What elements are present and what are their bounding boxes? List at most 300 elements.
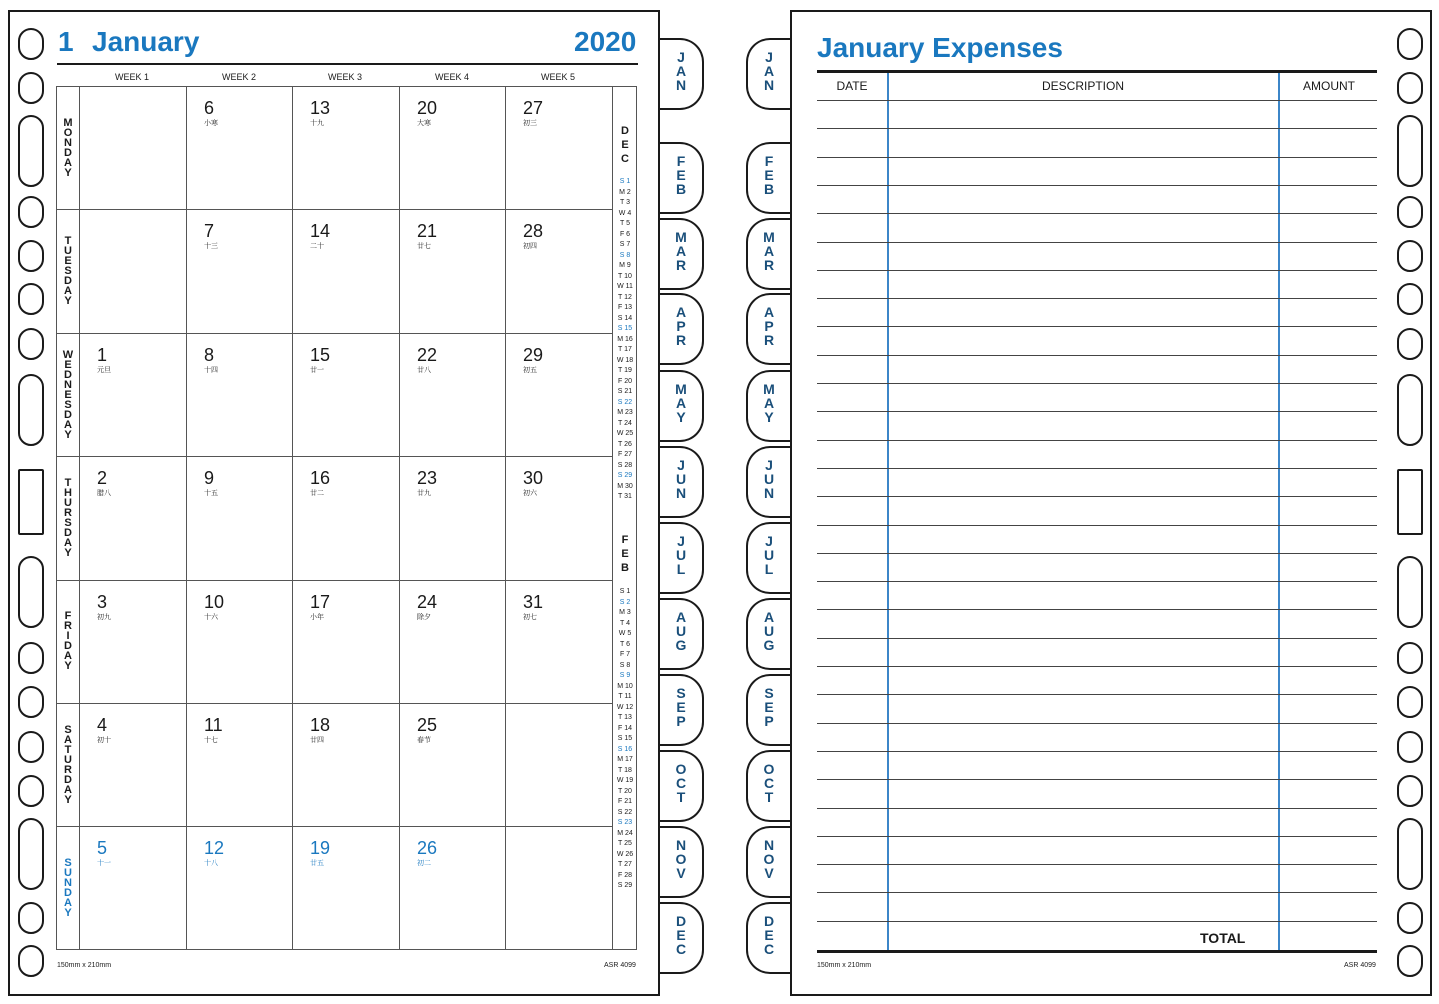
day-number: 11 — [204, 715, 223, 735]
expense-row-line — [817, 609, 1377, 610]
binder-hole — [1397, 902, 1423, 934]
tab-label: J U L — [675, 533, 687, 577]
day-cell — [417, 592, 477, 622]
expense-row-line — [817, 892, 1377, 893]
tab-label: J U N — [675, 457, 687, 501]
binder-hole — [18, 556, 44, 628]
mini-day: S 15 — [617, 735, 633, 742]
mini-month-prev — [614, 177, 636, 503]
day-cell — [417, 468, 477, 498]
mini-day: F 13 — [617, 304, 632, 311]
lunar-date: 十八 — [204, 860, 218, 867]
lunar-date: 二十 — [310, 243, 324, 250]
expense-row-line — [817, 355, 1377, 356]
lunar-date: 廿五 — [310, 860, 324, 867]
binder-hole — [18, 72, 44, 104]
day-cell — [523, 468, 583, 498]
mini-day: F 6 — [619, 230, 631, 238]
binder-hole — [1397, 196, 1423, 228]
day-cell — [204, 592, 264, 622]
day-number: 15 — [310, 345, 331, 365]
lunar-date: 十九 — [310, 120, 324, 127]
day-cell — [523, 98, 583, 128]
day-cell — [97, 592, 157, 622]
mini-day: W 11 — [617, 283, 633, 290]
mini-day: M 3 — [619, 609, 631, 616]
mini-day: S 8 — [619, 661, 631, 669]
grid-column-line — [186, 86, 187, 950]
mini-day: F 20 — [617, 377, 632, 385]
tab-label: M A Y — [763, 381, 775, 425]
day-number: 10 — [204, 592, 225, 612]
expense-row-line — [817, 213, 1377, 214]
day-number: 3 — [97, 592, 108, 612]
expense-row-line — [817, 666, 1377, 667]
binder-hole — [18, 945, 44, 977]
month-tab-right-nov[interactable] — [746, 826, 790, 898]
day-number: 26 — [417, 838, 438, 858]
mini-month-next-label: F E B — [621, 534, 629, 574]
mini-day: W 5 — [618, 630, 632, 637]
month-tab-left-apr[interactable] — [660, 293, 704, 365]
expenses-bottom-rule — [817, 950, 1377, 953]
mini-day: S 28 — [617, 461, 633, 469]
mini-day: W 19 — [616, 777, 634, 784]
lunar-date: 廿四 — [310, 737, 324, 744]
binder-hole — [18, 731, 44, 763]
binder-hole — [1397, 818, 1423, 890]
lunar-date: 大寒 — [417, 120, 431, 127]
day-cell — [310, 221, 370, 251]
expense-row-line — [817, 242, 1377, 243]
day-number: 2 — [97, 468, 108, 488]
day-cell — [97, 468, 157, 498]
mini-day: T 5 — [620, 220, 630, 227]
lunar-date: 小寒 — [204, 120, 218, 127]
day-number: 18 — [310, 715, 331, 735]
mini-day: S 21 — [617, 388, 633, 395]
mini-day: T 26 — [618, 440, 632, 448]
day-number: 31 — [523, 592, 544, 612]
mini-day: F 21 — [617, 798, 632, 805]
binder-hole — [1397, 328, 1423, 360]
lunar-date: 初九 — [97, 614, 111, 621]
tab-label: A P R — [675, 304, 687, 348]
mini-day: T 25 — [618, 840, 632, 847]
day-name-label: T H U R S D A Y — [64, 477, 72, 559]
day-name-label: S A T U R D A Y — [64, 724, 72, 806]
day-cell — [523, 345, 583, 375]
mini-day: S 8 — [619, 251, 631, 259]
grid-column-line — [612, 86, 613, 950]
expense-row-line — [817, 496, 1377, 497]
expense-row-line — [817, 468, 1377, 469]
binder-hole — [18, 328, 44, 360]
lunar-date: 初二 — [417, 860, 431, 867]
day-number: 24 — [417, 592, 438, 612]
day-cell — [417, 715, 477, 745]
binder-hole — [18, 374, 44, 446]
tab-label: J A N — [763, 49, 775, 93]
mini-month-prev-label: D E C — [621, 125, 629, 165]
day-cell — [417, 221, 477, 251]
month-tab-left-jan[interactable] — [660, 38, 704, 110]
tab-label: N O V — [763, 837, 775, 881]
binder-hole — [18, 115, 44, 187]
day-cell — [204, 98, 264, 128]
tab-label: M A Y — [675, 381, 687, 425]
day-name-label: T U E S D A Y — [64, 235, 72, 307]
month-tab-left-feb[interactable] — [660, 142, 704, 214]
mini-day: S 22 — [617, 398, 633, 406]
expense-row-line — [817, 864, 1377, 865]
date-column-divider — [887, 73, 889, 950]
expense-row-line — [817, 694, 1377, 695]
mini-day: M 2 — [619, 188, 631, 196]
day-cell — [310, 592, 370, 622]
month-tab-right-feb[interactable] — [746, 142, 790, 214]
binder-hole — [18, 686, 44, 718]
tab-label: M A R — [763, 229, 775, 273]
tab-label: A U G — [675, 609, 687, 653]
grid-row-line — [56, 703, 613, 704]
day-number: 28 — [523, 221, 544, 241]
tab-label: A U G — [763, 609, 775, 653]
mini-day: T 6 — [620, 640, 630, 648]
mini-day: S 23 — [617, 819, 633, 826]
page-size-note: 150mm x 210mm — [817, 962, 872, 969]
expense-row-line — [817, 326, 1377, 327]
mini-day: T 20 — [618, 787, 632, 795]
lunar-date: 廿九 — [417, 490, 431, 497]
day-cell — [310, 98, 370, 128]
mini-day: T 11 — [618, 693, 632, 700]
day-cell — [417, 838, 477, 868]
day-number: 23 — [417, 468, 438, 488]
day-cell — [310, 838, 370, 868]
expense-row-line — [817, 383, 1377, 384]
tab-label: O C T — [675, 761, 687, 805]
lunar-date: 元旦 — [97, 367, 111, 374]
mini-day: F 7 — [619, 651, 631, 658]
mini-day: S 15 — [617, 325, 633, 332]
lunar-date: 十五 — [204, 490, 218, 497]
mini-day: F 14 — [617, 724, 632, 732]
day-cell — [97, 715, 157, 745]
binder-hole — [18, 283, 44, 315]
day-number: 25 — [417, 715, 438, 735]
expense-row-line — [817, 298, 1377, 299]
expenses-top-rule — [817, 70, 1377, 73]
day-name-label: F R I D A Y — [64, 610, 72, 672]
grid-column-line — [79, 86, 80, 950]
expense-row-line — [817, 185, 1377, 186]
week-header: WEEK 2 — [221, 72, 256, 82]
week-header: WEEK 4 — [434, 72, 469, 82]
day-name-label: S U N D A Y — [64, 857, 72, 919]
month-tab-right-apr[interactable] — [746, 293, 790, 365]
month-tab-left-dec[interactable] — [660, 902, 704, 974]
total-label: TOTAL — [1200, 930, 1246, 946]
mini-day: S 7 — [619, 241, 631, 248]
mini-day: M 24 — [617, 829, 633, 837]
date-column-header: DATE — [836, 79, 868, 93]
mini-day: M 23 — [617, 409, 633, 416]
month-tab-right-mar[interactable] — [746, 218, 790, 290]
binder-hole — [1397, 374, 1423, 446]
day-number: 14 — [310, 221, 331, 241]
page-size-note: 150mm x 210mm — [57, 962, 112, 969]
tab-label: A P R — [763, 304, 775, 348]
binder-hole — [1397, 556, 1423, 628]
expense-row-line — [817, 581, 1377, 582]
expense-row-line — [817, 157, 1377, 158]
day-number: 12 — [204, 838, 225, 858]
binder-hole — [18, 28, 44, 60]
mini-day: M 30 — [617, 482, 633, 490]
mini-day: T 19 — [618, 367, 632, 374]
day-number: 5 — [97, 838, 108, 858]
day-number: 16 — [310, 468, 331, 488]
month-tab-right-sep[interactable] — [746, 674, 790, 746]
binder-hole — [18, 818, 44, 890]
month-tab-right-aug[interactable] — [746, 598, 790, 670]
tab-label: F E B — [675, 153, 687, 197]
expense-row-line — [817, 836, 1377, 837]
week-header: WEEK 5 — [540, 72, 575, 82]
mini-day: T 18 — [618, 766, 632, 774]
month-tab-right-dec[interactable] — [746, 902, 790, 974]
day-number: 22 — [417, 345, 438, 365]
product-code: ASR 4099 — [604, 962, 636, 969]
binder-hole — [1397, 775, 1423, 807]
calendar-grid — [56, 86, 637, 950]
lunar-date: 十七 — [204, 737, 218, 744]
mini-day: T 10 — [618, 272, 632, 280]
mini-day: S 22 — [617, 808, 633, 816]
day-cell — [97, 838, 157, 868]
grid-column-line — [505, 86, 506, 950]
expense-row-line — [817, 779, 1377, 780]
year-label: 2020 — [574, 26, 637, 57]
month-tab-left-sep[interactable] — [660, 674, 704, 746]
mini-day: S 9 — [619, 672, 631, 679]
tab-label: N O V — [675, 837, 687, 881]
lunar-date: 廿七 — [417, 243, 431, 250]
day-number: 1 — [97, 345, 108, 365]
lunar-date: 初六 — [523, 490, 537, 497]
day-name-label: W E D N E S D A Y — [62, 349, 74, 441]
mini-day: M 9 — [619, 262, 631, 269]
mini-day: W 12 — [616, 703, 634, 711]
tab-label: J U L — [763, 533, 775, 577]
month-tab-right-oct[interactable] — [746, 750, 790, 822]
grid-column-line — [292, 86, 293, 950]
expense-row-line — [817, 525, 1377, 526]
day-cell — [204, 221, 264, 251]
lunar-date: 十六 — [204, 614, 218, 621]
day-number: 6 — [204, 98, 215, 118]
binder-hole — [1397, 686, 1423, 718]
product-code: ASR 4099 — [1344, 962, 1376, 969]
day-cell — [204, 715, 264, 745]
binder-hole — [18, 196, 44, 228]
expense-row-line — [817, 128, 1377, 129]
month-tab-left-may[interactable] — [660, 370, 704, 442]
day-cell — [204, 468, 264, 498]
expense-row-line — [817, 723, 1377, 724]
mini-day: W 18 — [616, 356, 634, 364]
month-tab-left-jul[interactable] — [660, 522, 704, 594]
binder-hole — [1397, 240, 1423, 272]
mini-day: S 14 — [617, 314, 633, 322]
amount-column-divider — [1278, 73, 1280, 950]
day-number: 9 — [204, 468, 215, 488]
day-cell — [204, 838, 264, 868]
lunar-date: 十四 — [204, 367, 218, 374]
lunar-date: 初四 — [523, 243, 537, 250]
mini-day: M 16 — [617, 335, 633, 343]
day-cell — [97, 345, 157, 375]
tab-label: D E C — [763, 913, 775, 957]
day-cell — [310, 468, 370, 498]
month-tab-left-aug[interactable] — [660, 598, 704, 670]
month-number: 1 — [58, 26, 74, 57]
month-tab-right-jul[interactable] — [746, 522, 790, 594]
mini-day: S 1 — [619, 588, 631, 595]
month-tab-right-may[interactable] — [746, 370, 790, 442]
lunar-date: 初三 — [523, 120, 537, 127]
lunar-date: 初十 — [97, 737, 111, 744]
day-number: 19 — [310, 838, 331, 858]
mini-day: W 26 — [616, 850, 634, 858]
lunar-date: 除夕 — [417, 614, 431, 621]
lunar-date: 廿八 — [417, 367, 431, 374]
mini-month-next — [614, 587, 636, 892]
day-name-label: M O N D A Y — [63, 117, 73, 179]
lunar-date: 初五 — [523, 367, 537, 374]
day-cell — [523, 592, 583, 622]
month-tab-left-mar[interactable] — [660, 218, 704, 290]
expense-row-line — [817, 100, 1377, 101]
expense-row-line — [817, 921, 1377, 922]
mini-day: M 10 — [617, 682, 633, 690]
day-cell — [204, 345, 264, 375]
binder-hole — [1397, 115, 1423, 187]
tab-label: S E P — [764, 685, 774, 729]
binder-hole — [1397, 283, 1423, 315]
mini-day: S 29 — [617, 472, 633, 479]
binder-hole — [1397, 72, 1423, 104]
day-number: 21 — [417, 221, 438, 241]
expense-row-line — [817, 808, 1377, 809]
month-tab-left-oct[interactable] — [660, 750, 704, 822]
grid-row-line — [56, 456, 613, 457]
mini-day: M 17 — [617, 756, 633, 763]
day-cell — [417, 345, 477, 375]
binder-hole — [18, 642, 44, 674]
lunar-date: 廿二 — [310, 490, 324, 497]
lunar-date: 十一 — [97, 860, 111, 867]
mini-day: F 28 — [617, 871, 632, 879]
day-cell — [523, 221, 583, 251]
grid-row-line — [56, 209, 613, 210]
day-number: 29 — [523, 345, 544, 365]
day-cell — [310, 345, 370, 375]
binder-hole — [1397, 642, 1423, 674]
mini-day: W 4 — [618, 209, 632, 217]
month-title: January — [92, 26, 200, 57]
day-cell — [310, 715, 370, 745]
binder-hole — [1397, 469, 1423, 535]
tab-label: J A N — [675, 49, 687, 93]
binder-hole — [1397, 28, 1423, 60]
binder-hole — [18, 775, 44, 807]
tab-label: D E C — [675, 913, 687, 957]
day-number: 8 — [204, 345, 215, 365]
mini-day: T 3 — [620, 199, 630, 206]
day-number: 20 — [417, 98, 438, 118]
title-divider — [57, 63, 638, 65]
mini-day: S 16 — [617, 745, 633, 753]
tab-label: J U N — [763, 457, 775, 501]
lunar-date: 腊八 — [97, 490, 111, 497]
amount-column-header: AMOUNT — [1303, 79, 1355, 93]
mini-day: T 27 — [618, 861, 632, 868]
expense-row-line — [817, 411, 1377, 412]
day-number: 30 — [523, 468, 544, 488]
expense-row-line — [817, 638, 1377, 639]
day-number: 7 — [204, 221, 215, 241]
binder-hole — [18, 902, 44, 934]
lunar-date: 廿一 — [310, 367, 324, 374]
day-cell — [417, 98, 477, 128]
expenses-title: January Expenses — [817, 32, 1063, 63]
mini-day: S 29 — [617, 882, 633, 889]
grid-row-line — [56, 580, 613, 581]
day-number: 27 — [523, 98, 544, 118]
expense-row-line — [817, 270, 1377, 271]
binder-hole — [1397, 945, 1423, 977]
day-number: 13 — [310, 98, 331, 118]
tab-label: S E P — [676, 685, 686, 729]
tab-label: F E B — [763, 153, 775, 197]
month-tab-right-jun[interactable] — [746, 446, 790, 518]
month-tab-right-jan[interactable] — [746, 38, 790, 110]
day-number: 17 — [310, 592, 331, 612]
grid-column-line — [399, 86, 400, 950]
mini-day: T 13 — [618, 714, 632, 721]
mini-day: T 17 — [618, 346, 632, 353]
mini-day: W 25 — [616, 430, 634, 437]
description-column-header: DESCRIPTION — [1041, 79, 1124, 93]
lunar-date: 春节 — [417, 737, 431, 744]
binder-hole — [18, 240, 44, 272]
tab-label: M A R — [675, 229, 687, 273]
month-tab-left-nov[interactable] — [660, 826, 704, 898]
grid-row-line — [56, 826, 613, 827]
expense-row-line — [817, 553, 1377, 554]
grid-row-line — [56, 333, 613, 334]
mini-day: S 2 — [619, 598, 631, 606]
month-tab-left-jun[interactable] — [660, 446, 704, 518]
mini-day: S 1 — [619, 178, 631, 185]
mini-day: T 4 — [620, 619, 630, 627]
expense-row-line — [817, 440, 1377, 441]
day-number: 4 — [97, 715, 108, 735]
binder-hole — [1397, 731, 1423, 763]
expense-row-line — [817, 751, 1377, 752]
